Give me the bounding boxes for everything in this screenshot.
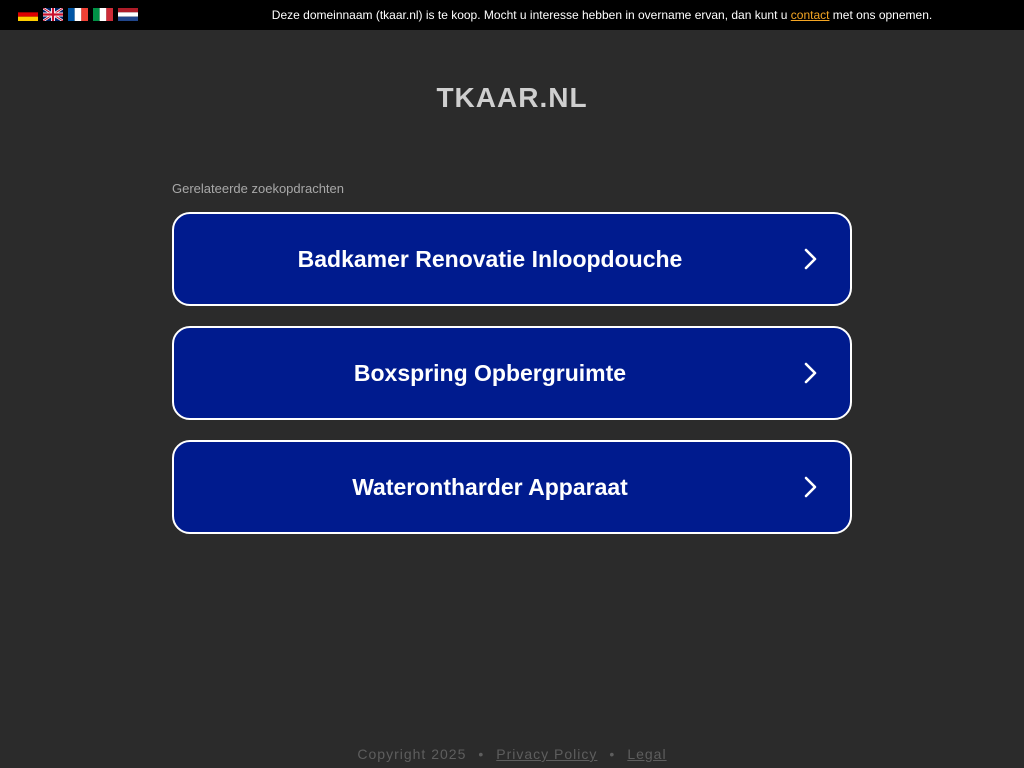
chevron-right-icon (800, 361, 822, 385)
footer-separator: • (609, 746, 616, 762)
language-selector (18, 8, 143, 21)
related-search-button-1[interactable] (172, 212, 852, 306)
chevron-right-icon (800, 475, 822, 499)
italian-flag-icon[interactable] (93, 8, 113, 21)
related-search-button-3[interactable] (172, 440, 852, 534)
banner-text-after: met ons opnemen. (829, 8, 933, 22)
related-search-button-2[interactable] (172, 326, 852, 420)
banner-message (180, 8, 1024, 22)
site-title: TKAAR.NL (436, 82, 588, 113)
related-searches-label: Gerelateerde zoekopdrachten (172, 181, 345, 196)
footer-separator: • (478, 746, 485, 762)
german-flag-icon[interactable] (18, 8, 38, 21)
contact-link[interactable]: contact (790, 8, 830, 22)
uk-flag-icon[interactable] (43, 8, 63, 21)
dutch-flag-icon[interactable] (118, 8, 138, 21)
copyright-text: Copyright 2025 (357, 746, 467, 762)
chevron-right-icon (800, 247, 822, 271)
banner-text-before: Deze domeinnaam (tkaar.nl) is te koop. Mocht u interesse hebben in overname ervan, dan kunt u (271, 8, 791, 22)
french-flag-icon[interactable] (68, 8, 88, 21)
privacy-policy-link[interactable]: Privacy Policy (496, 746, 598, 762)
footer (0, 746, 1024, 762)
related-search-label: Badkamer Renovatie Inloopdouche (297, 246, 683, 272)
related-search-label: Boxspring Opbergruimte (353, 360, 627, 386)
domain-sale-banner (0, 0, 1024, 30)
legal-link[interactable]: Legal (627, 746, 667, 762)
related-search-label: Waterontharder Apparaat (352, 474, 628, 500)
